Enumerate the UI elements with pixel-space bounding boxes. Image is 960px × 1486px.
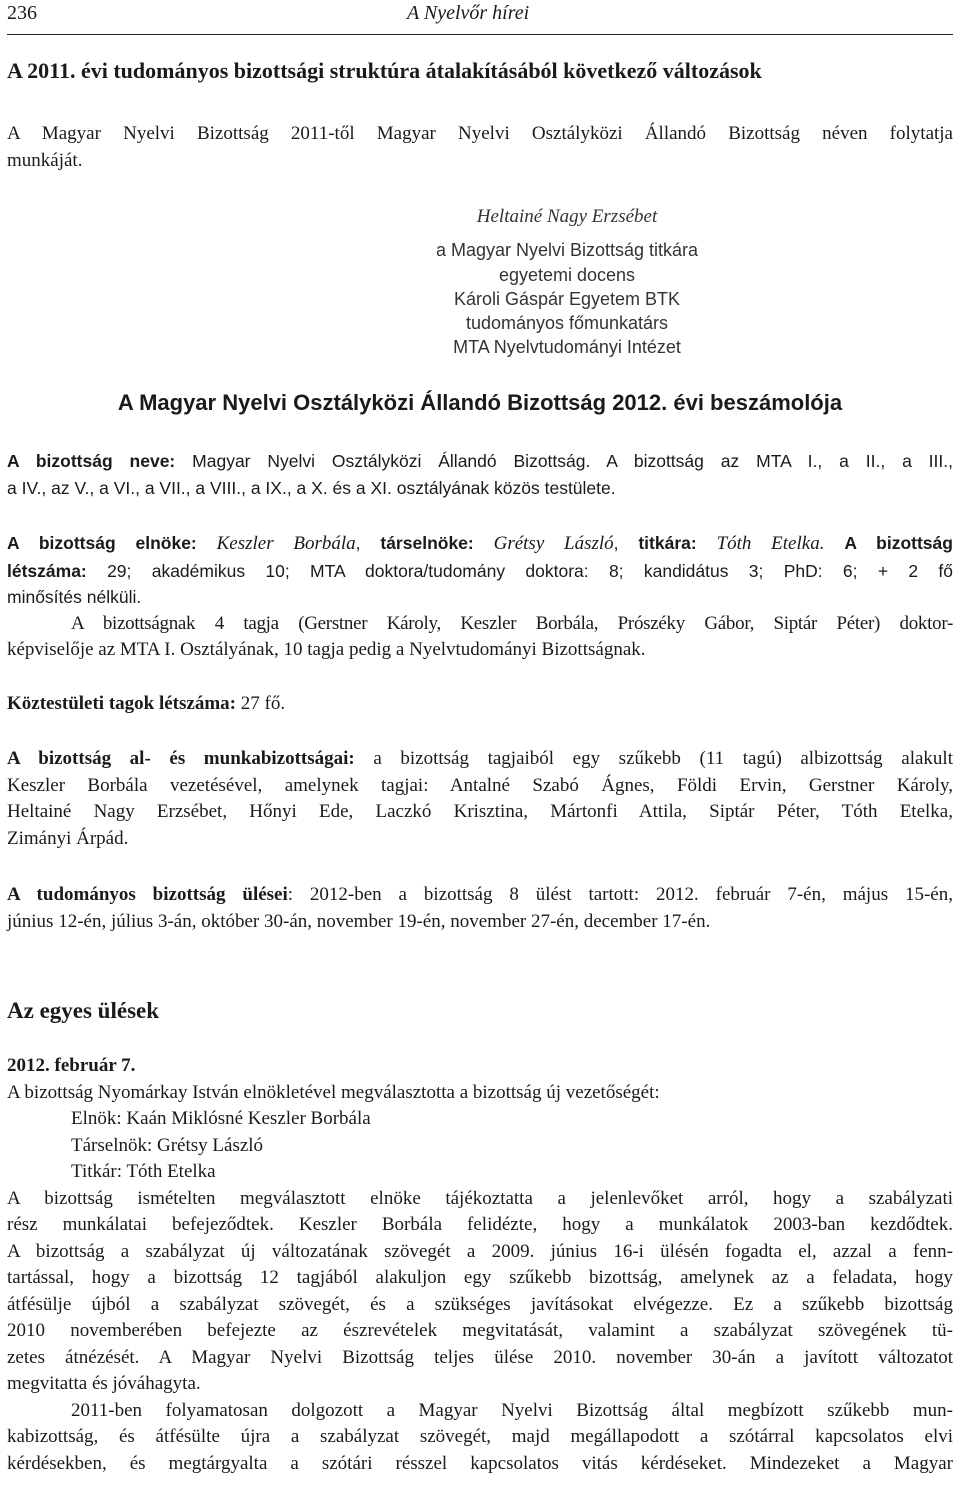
label: A bizottság [844, 533, 953, 553]
session-date: 2012. február 7. [7, 1055, 136, 1076]
public-members [7, 691, 953, 718]
label: titkára: [638, 533, 697, 553]
signature-line: egyetemi docens [498, 265, 636, 285]
value: Magyar Nyelvi Osztályközi Állandó Bizottság. A bizottság az MTA I., a II., a III., [192, 451, 953, 471]
section-heading: A 2011. évi tudományos bizottsági struktúra átalakításából következő változások [7, 58, 762, 83]
paragraph-line: megvitatta és jóváhagyta. [7, 1373, 201, 1394]
label: Köztestületi tagok létszáma: [7, 693, 236, 714]
report-heading: A Magyar Nyelvi Osztályközi Állandó Bizottság 2012. évi beszámolója [117, 390, 843, 415]
value: Keszler Borbála [216, 533, 356, 554]
signature-line: a Magyar Nyelvi Bizottság titkára [435, 240, 699, 260]
value: Grétsy László [493, 533, 614, 554]
paragraph-line: A bizottság ismételten megválasztott elnöke tájékoztatta a jelenlevőket arról, hogy a szabályzati [7, 1187, 953, 1209]
paragraph-line: A bizottság a szabályzat új változatának szövegét a 2009. június 16-i ülésén fogadta el, azzal a fenn- [7, 1240, 953, 1262]
signature-line: Károli Gáspár Egyetem BTK [453, 289, 681, 309]
label: A tudományos bizottság ülései [7, 884, 288, 905]
report-committee-name [7, 448, 953, 501]
value: : 2012-ben a bizottság 8 ülést tartott: 2012. február 7-én, május 15-én, [287, 884, 953, 905]
subcommittees [7, 746, 953, 852]
label: A bizottság al- és munkabizottságai: [7, 748, 355, 769]
report-leadership: A bizottság elnöke: Keszler Borbála, társelnöke: Grétsy László, titkára: Tóth Etelka. A bizottság létszáma: 29; akadémikus 10; MTA doktora/tudomány doktora: 8; kandidátus 3; PhD: 6; + 2 fő minősítés nélküli. A bizottságnak 4 tagja (Gerstner Károly, Keszler Borbála, Prószéky Gábor, Siptár Péter) doktor- képviselője az MTA I. Osztályának, 10 tagja pedig a Nyelvtudományi Bizottságnak. [7, 530, 953, 664]
value: a bizottság tagjaiból egy szűkebb (11 tagú) albizottság alakult [373, 748, 953, 769]
paragraph-line: tartással, hogy a bizottság 12 tagjából alakuljon egy szűkebb bizottság, amelynek az a feladata, hogy [7, 1267, 953, 1288]
label: A bizottság neve: [7, 451, 176, 471]
body-line: munkáját. [7, 149, 83, 171]
value: Zimányi Árpád. [7, 827, 129, 849]
session-intro: A bizottság Nyomárkay István elnökletével megválasztotta a bizottság új vezetőségét: [7, 1081, 660, 1103]
label: létszáma: [7, 560, 87, 581]
delegates-line: A bizottságnak 4 tagja (Gerstner Károly, Keszler Borbála, Prószéky Gábor, Siptár Péter) doktor- [71, 612, 953, 634]
label: társelnöke: [380, 533, 474, 553]
journal-title: A Nyelvőr hírei [407, 2, 530, 24]
signature-line: MTA Nyelvtudományi Intézet [453, 337, 681, 357]
signature-line: tudományos főmunkatárs [465, 313, 669, 333]
value: Heltainé Nagy Erzsébet, Hőnyi Ede, Laczkó Krisztina, Mártonfi Attila, Siptár Péter, Tóth Etelka, [7, 801, 953, 822]
signature-name: Heltainé Nagy Erzsébet [476, 206, 658, 227]
delegates-line: képviselője az MTA I. Osztályának, 10 tagja pedig a Nyelvtudományi Bizottságnak. [7, 639, 646, 660]
paragraph-line: zetes átnézését. A Magyar Nyelvi Bizottság teljes ülése 2010. november 30-án a javított változatot [7, 1346, 953, 1368]
sessions-heading: Az egyes ülések [7, 998, 160, 1023]
officer-line: Elnök: Kaán Miklósné Keszler Borbála [71, 1108, 371, 1129]
section-body [7, 121, 953, 174]
paragraph-line: kérdésekben, és megtárgyalta a szótári résszel kapcsolatos vitás kérdéseket. Mindezeket a Magyar [7, 1452, 953, 1474]
paragraph-line: 2011-ben folyamatosan dolgozott a Magyar Nyelvi Bizottság által megbízott szűkebb mun- [71, 1399, 953, 1421]
value: június 12-én, július 3-án, október 30-án, november 19-én, november 27-én, december 17-én. [7, 910, 711, 932]
officer-line: Titkár: Tóth Etelka [71, 1161, 216, 1182]
value: Tóth Etelka. [716, 533, 825, 554]
paragraph-line: 2010 novemberében befejezte az észrevételek megvitatását, valamint a szabályzat szövegének tü- [7, 1320, 953, 1341]
body-line: A Magyar Nyelvi Bizottság 2011-től Magyar Nyelvi Osztályközi Állandó Bizottság néven folytatja [7, 123, 953, 144]
paragraph-line: átfésülje újból a szabályzat szövegét, és a szükséges javításokat elvégezze. Ez a szűkebb bizottság [7, 1293, 953, 1315]
value: minősítés nélküli. [7, 587, 142, 607]
header-rule [7, 34, 953, 35]
session-entry [7, 1053, 953, 1477]
document-page [7, 0, 953, 1474]
value: 27 fő. [240, 693, 286, 714]
value: a IV., az V., a VI., a VII., a VIII., a IX., a X. és a XI. osztályának közös testülete. [7, 477, 616, 498]
paragraph-line: rész munkálatai befejeződtek. Keszler Borbála felidézte, hogy a munkálatok 2003-ban kezdődtek. [7, 1214, 953, 1235]
value: 29; akadémikus 10; MTA doktora/tudomány doktora: 8; kandidátus 3; PhD: 6; + 2 fő [107, 560, 953, 581]
paragraph-line: kabizottság, és átfésülte újra a szabályzat szövegét, majd megállapodott a szótárral kapcsolatos elvi [7, 1426, 953, 1447]
meetings [7, 882, 953, 935]
value: Keszler Borbála vezetésével, amelynek tagjai: Antalné Szabó Ágnes, Földi Ervin, Gerstner Károly, [7, 774, 953, 796]
label: A bizottság elnöke: [7, 533, 197, 553]
officer-line: Társelnök: Grétsy László [71, 1134, 264, 1156]
page-number: 236 [7, 2, 37, 24]
page-header [7, 0, 953, 30]
